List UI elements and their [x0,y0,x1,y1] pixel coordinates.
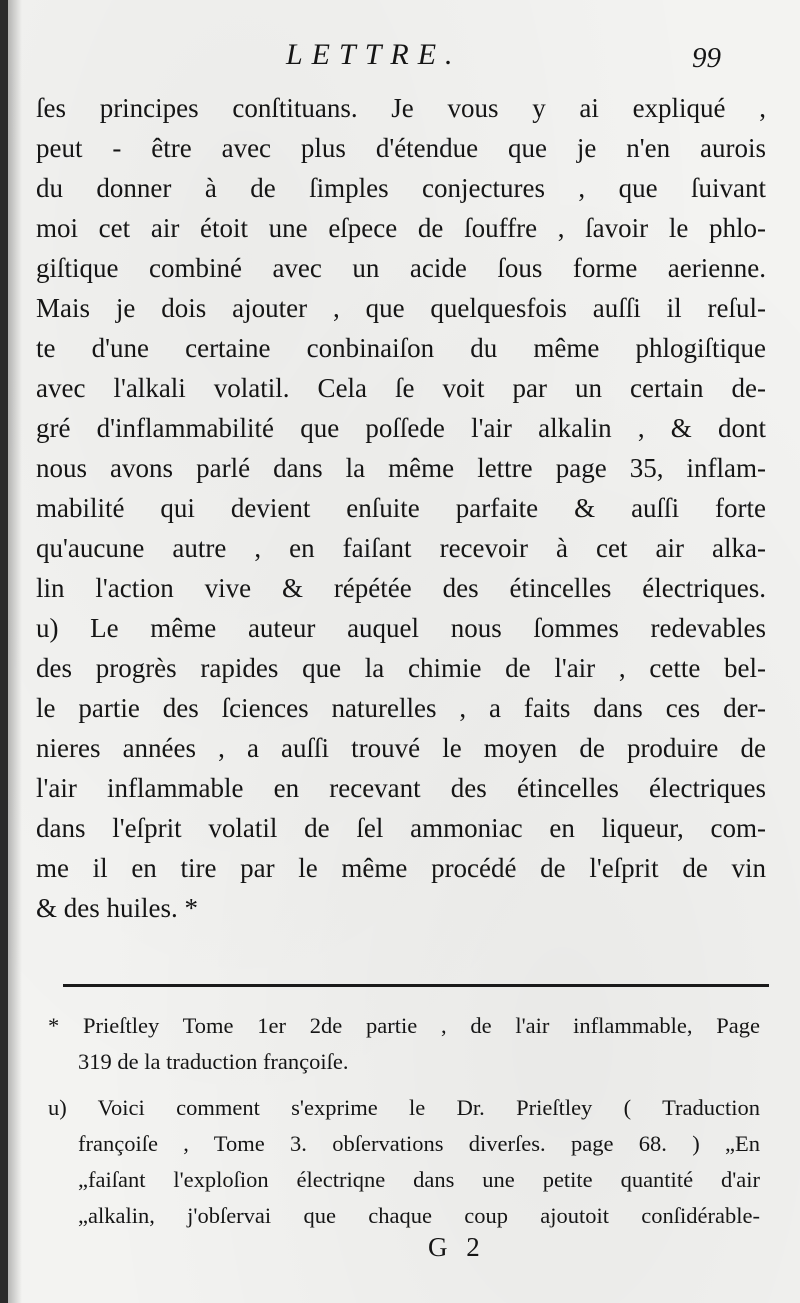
text-line: des progrès rapides que la chimie de l'air , cette bel- [36,653,766,683]
text-line: avec l'alkali volatil. Cela ſe voit par un certain de- [36,373,766,403]
page-header [8,30,800,80]
footnote-line: u) Voici comment s'exprime le Dr. Prieſtley ( Traduction [48,1095,760,1120]
footnote-line: 319 de la traduction françoiſe. [78,1049,349,1074]
text-line: lin l'action vive & répétée des étincelles électriques. [36,573,766,603]
footnote-line: * Prieſtley Tome 1er 2de partie , de l'air inflammable, Page [48,1013,760,1038]
signature-mark: G 2 [428,1232,486,1262]
footnote-line: françoiſe , Tome 3. obſervations diverſes. page 68. ) „En [78,1131,760,1156]
running-title: LETTRE. [286,38,462,71]
text-line: l'air inflammable en recevant des étincelles électriques [36,773,766,803]
footnote-line: „faiſant l'exploſion électriqne dans une petite quantité d'air [78,1167,760,1192]
text-line: me il en tire par le même procédé de l'eſprit de vin [36,853,766,883]
page-shadow-edge [8,0,22,1303]
text-line: gré d'inflammabilité que poſſede l'air alkalin , & dont [36,413,766,443]
book-page [8,0,800,1303]
text-line: ſes principes conſtituans. Je vous y ai expliqué , [36,93,766,123]
footnote-line: „alkalin, j'obſervai que chaque coup ajoutoit conſidérable- [78,1203,760,1228]
footnote-divider [63,984,769,987]
text-line: qu'aucune autre , en faiſant recevoir à cet air alka- [36,533,766,563]
text-line: te d'une certaine conbinaiſon du même phlogiſtique [36,333,766,363]
text-line: nieres années , a auſſi trouvé le moyen de produire de [36,733,766,763]
text-line: Mais je dois ajouter , que quelquesfois auſſi il reſul- [36,293,766,323]
text-line: u) Le même auteur auquel nous ſommes redevables [36,613,766,643]
text-line: nous avons parlé dans la même lettre page 35, inflam- [36,453,766,483]
footnotes [48,1008,760,1234]
text-line: moi cet air étoit une eſpece de ſouffre , ſavoir le phlo- [36,213,766,243]
text-line: du donner à de ſimples conjectures , que ſuivant [36,173,766,203]
page-number: 99 [692,42,721,74]
footnote-star [48,1008,760,1080]
main-text [36,88,766,928]
text-line: giſtique combiné avec un acide ſous forme aerienne. [36,253,766,283]
footnote-u [48,1090,760,1234]
text-line: peut - être avec plus d'étendue que je n'en aurois [36,133,766,163]
text-line: dans l'eſprit volatil de ſel ammoniac en liqueur, com- [36,813,766,843]
text-line: mabilité qui devient enſuite parfaite & auſſi forte [36,493,766,523]
text-line: & des huiles. * [36,893,198,923]
text-line: le partie des ſciences naturelles , a faits dans ces der- [36,693,766,723]
